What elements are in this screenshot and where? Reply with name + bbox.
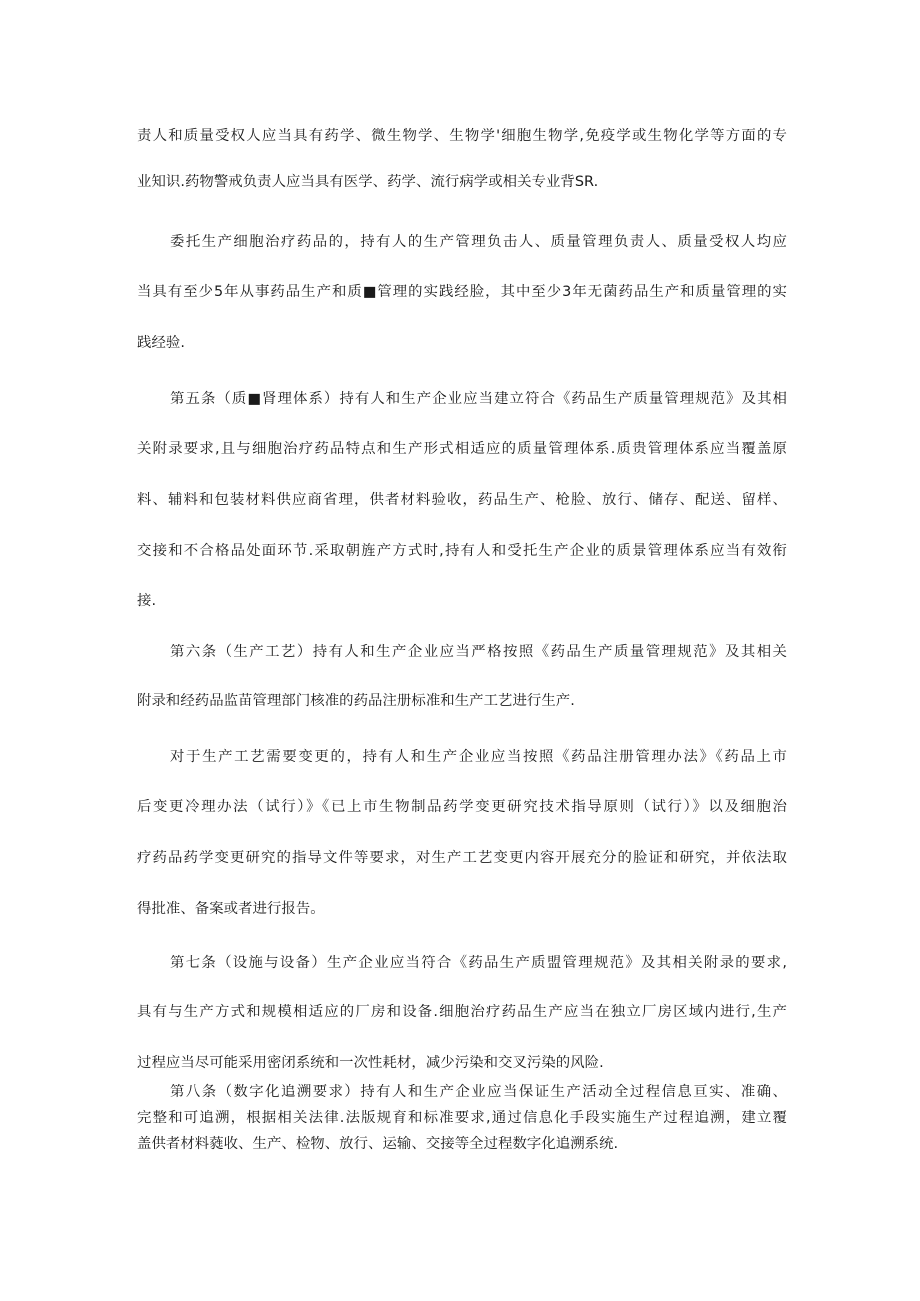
- paragraph-article-8: [137, 1082, 787, 1154]
- text-line: 后变更冷理办法（试行）》《已上市生物制品药学变更研究技术指导原则（试行）》以及细胞治: [137, 799, 787, 815]
- text-line: 践经验.: [137, 335, 185, 351]
- text-line: 接.: [137, 593, 157, 609]
- text-line: 附录和经药品监苗管理部门核准的药品注册标准和生产工艺进行生产.: [137, 693, 575, 709]
- paragraph-qualification: [137, 126, 787, 192]
- paragraph-entrusted-production: [137, 232, 787, 353]
- text-line: 第七条（设施与设备）生产企业应当符合《药品生产质盟管理规范》及其相关附录的要求,: [170, 955, 787, 971]
- text-line: 完整和可追溯，根据相关法律.法版规育和标准要求,通过信息化手段实施生产过程追溯，建立覆: [137, 1110, 787, 1126]
- paragraph-process-change: [137, 747, 787, 919]
- text-line: 第八条（数字化追溯要求）持有人和生产企业应当保证生产活动全过程信息亘实、准确、: [170, 1084, 787, 1100]
- text-line: 过程应当尽可能采用密闭系统和一次性耗材，减少污染和交叉污染的风险.: [137, 1055, 604, 1071]
- text-line: 第五条（质■肾理体系）持有人和生产企业应当建立符合《药品生产质量管理规范》及其相: [170, 391, 787, 407]
- text-line: 料、辅料和包装材料供应商省理，供者材料验收，药品生产、枪脸、放行、储存、配送、留样、: [137, 492, 787, 508]
- text-line: 委托生产细胞治疗药品的，持有人的生产管理负击人、质量管理负责人、质量受权人均应: [170, 234, 787, 250]
- text-line: 交接和不合格品处面环节.采取朝旌产方式时,持有人和受托生产企业的质景管理体系应当有效衔: [137, 543, 787, 559]
- paragraph-article-5: [137, 389, 787, 611]
- text-line: 得批准、备案或者进行报告。: [137, 901, 325, 917]
- paragraph-article-6: [137, 642, 787, 711]
- text-line: 具有与生产方式和规模相适应的厂房和设备.细胞治疗药品生产应当在独立厂房区域内进行,生产: [137, 1004, 787, 1020]
- text-line: 疗药品药学变更研究的指导文件等要求，对生产工艺变更内容开展充分的脸证和研究，并依法取: [137, 850, 787, 866]
- text-line: 责人和质量受权人应当具有药学、微生物学、生物学'细胞生物学,免疫学或生物化学等方面的专: [137, 128, 787, 144]
- text-line: 第六条（生产工艺）持有人和生产企业应当严格按照《药品生产质量管理规范》及其相关: [170, 644, 787, 660]
- text-line: 当具有至少5年从事药品生产和质■管理的实践经脸，其中至少3年无菌药品生产和质量管理的实: [137, 284, 787, 300]
- text-line: 盖供者材料蕤收、生产、检物、放行、运输、交接等全过程数字化追溯系统.: [137, 1136, 619, 1152]
- text-line: 业知识.药物警戒负责人应当具有医学、药学、流行病学或相关专业背SR.: [137, 174, 599, 190]
- text-line: 关附录要求,且与细胞治疗药品特点和生产形式相适应的质量管理体系.质贵管理体系应当覆盖原: [137, 441, 787, 457]
- paragraph-article-7: [137, 953, 787, 1073]
- text-line: 对于生产工艺需要变更的，持有人和生产企业应当按照《药品注册管理办法》《药品上市: [170, 749, 787, 765]
